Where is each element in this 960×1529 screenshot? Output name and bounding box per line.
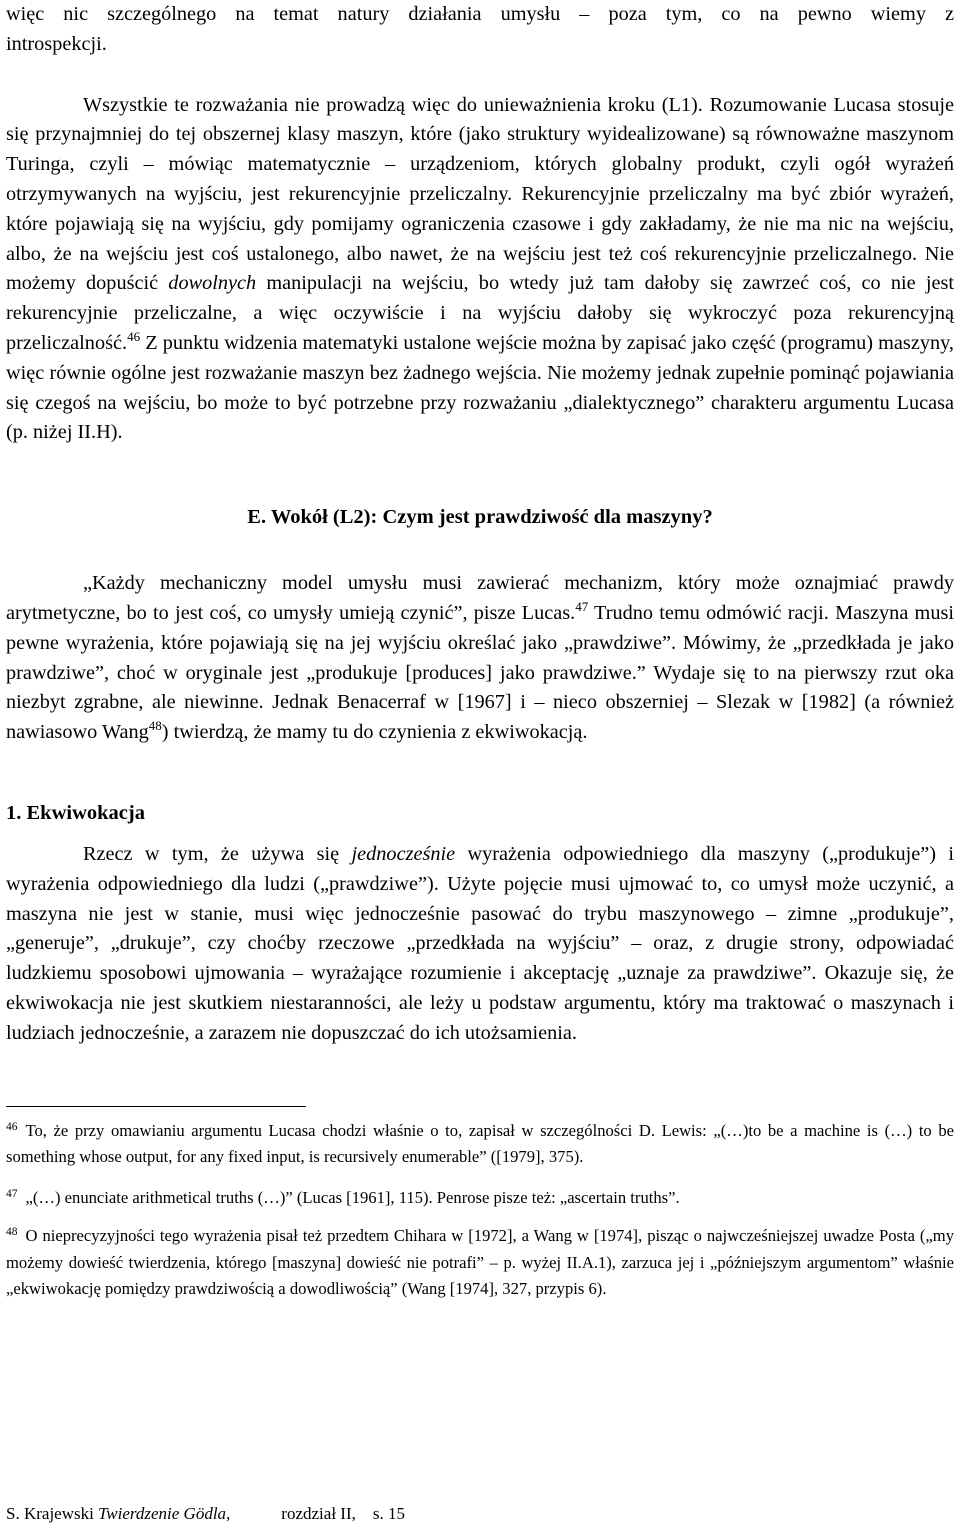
footnote-ref-48[interactable]: 48: [148, 718, 162, 734]
footnote-divider: [6, 1106, 306, 1107]
text: Wszystkie te rozważania nie prowadzą więc do unieważnienia kroku (L1). Rozumowanie Lucasa stosuje się przynajmniej do tej obszernej klasy maszyn, które (jako struktury wyidealizowane) są równoważne maszynom Turinga, czyli – mówiąc matematycznie – urządzeniom, których globalny produkt, czyli ogół wyrażeń otrzymywanych na wyjściu, jest rekurencyjnie przeliczalny. Rekurencyjnie przeliczalny ma być zbiór wyrażeń, które pojawiają się na wyjściu, gdy pomijamy ograniczenia czasowe i gdy zakładamy, że nie ma nic na wejściu, albo, że na wejściu jest coś ustalonego, albo nawet, że na wejściu jest też coś rekurencyjnie przeliczalnego. Nie możemy dopuścić: [6, 93, 954, 295]
section-heading: E. Wokół (L2): Czym jest prawdziwość dla maszyny?: [247, 506, 713, 529]
paragraph-continued: [6, 0, 954, 60]
paragraph-l1: [6, 91, 954, 449]
subsection-heading: 1. Ekwiwokacja: [6, 801, 145, 824]
text: wyrażenia odpowiedniego dla maszyny („produkuje”) i wyrażenia odpowiedniego dla ludzi („prawdziwe”). Użyte pojęcie musi ujmować to, co umysł może uczynić, a maszyna nie jest w stanie, musi więc jednocześnie pasować do trybu maszynowego – zimne „produkuje”, „generuje”, „drukuje”, czy choćby rzeczowe „przedkłada na wyjściu” – oraz, z drugie strony, odpowiadać ludzkiemu sposobowi ujmowania – wyrażające rozumienie i akceptację „uznaje za prawdziwe”. Okazuje się, że ekwiwokacja nie jest skutkiem niestaranności, ale leży u podstaw argumentu, który ma traktować o maszynach i ludziach jednocześnie, a zarazem nie dopuszczać do ich utożsamienia.: [6, 842, 954, 1044]
emphasis-text: dowolnych: [168, 272, 257, 295]
footnote-ref-46[interactable]: 46: [127, 328, 141, 344]
footnotes: [6, 1118, 954, 1303]
text: ) twierdzą, że mamy tu do czynienia z ekwiwokacją.: [161, 721, 588, 744]
footnote-47: [6, 1185, 954, 1212]
paragraph-equivocation: [6, 840, 954, 1049]
footer-chapter: rozdział II,: [281, 1504, 356, 1523]
text: Rzecz w tym, że używa się: [83, 842, 352, 865]
footnote-48: [6, 1223, 954, 1303]
footnote-number: 46: [6, 1120, 18, 1133]
footnote-46: [6, 1118, 954, 1171]
text: manipulacji na wejściu, bo wtedy już tam dałoby się zawrzeć coś, co nie jest rekurencyjnie przeliczalne, a więc oczywiście i na wyjściu dałoby się wykroczyć poza rekurencyjną przeliczalność.: [6, 272, 954, 354]
footer-gap: [230, 1504, 281, 1523]
footnote-text: O nieprecyzyjności tego wyrażenia pisał też przedtem Chihara w [1972], a Wang w [1974], pisząc o najwcześniejszej uwadze Posta („my możemy dowieść twierdzenia, którego [maszyna] dowieść nie potrafi” – p. wyżej II.A.1), zarzuca jej i „późniejszym argumentom” właśnie „ekwiwokację pomiędzy prawdziwością a dowodliwością” (Wang [1974], 327, przypis 6).: [6, 1226, 954, 1299]
footnote-text: „(…) enunciate arithmetical truths (…)” (Lucas [1961], 115). Penrose pisze też: „ascertain truths”.: [25, 1187, 680, 1207]
footer-gap: [356, 1504, 373, 1523]
footer-book-title: Twierdzenie Gödla,: [98, 1504, 231, 1523]
footnote-number: 47: [6, 1187, 18, 1200]
footer-author: S. Krajewski: [6, 1504, 99, 1523]
text: „Każdy mechaniczny model umysłu musi zawierać mechanizm, który może oznajmiać prawdy arytmetyczne, bo to jest coś, co umysły umieją czynić”, pisze Lucas.: [6, 572, 954, 624]
emphasis-text: jednocześnie: [351, 842, 456, 865]
footnote-number: 48: [6, 1226, 18, 1239]
footnote-text: To, że przy omawianiu argumentu Lucasa chodzi właśnie o to, zapisał w szczególności D. Lewis: „(…)to be a machine is (…) to be something whose output, for any fixed input, is recursively enumerable” ([1979], 375).: [6, 1120, 954, 1167]
line: więc nic szczególnego na temat natury działania umysłu – poza tym, co na pewno wiemy z: [6, 3, 954, 25]
paragraph-l2: [6, 569, 954, 748]
page-footer: [6, 1502, 405, 1526]
footer-page-number: s. 15: [372, 1504, 405, 1523]
line: introspekcji.: [6, 32, 107, 55]
footnote-ref-47[interactable]: 47: [575, 598, 589, 614]
text: Z punktu widzenia matematyki ustalone wejście można by zapisać jako część (programu) maszyny, więc równie ogólne jest rozważanie maszyn bez żadnego wejścia. Nie możemy jednak zupełnie pominąć pojawiania się czegoś na wejściu, bo może to być potrzebne przy rozważaniu „dialektycznego” charakteru argumentu Lucasa (p. niżej II.H).: [6, 331, 954, 444]
text: Trudno temu odmówić racji. Maszyna musi pewne wyrażenia, które pojawiają się na jej wyjściu określać jako „prawdziwe”. Mówimy, że „przedkłada je jako prawdziwe”, choć w oryginale jest „produkuje [produces] jako prawdziwe.” Wydaje się to na pierwszy rzut oka niezbyt zgrabne, ale niewinne. Jednak Benacerraf w [1967] i – nieco obszerniej – Slezak w [1982] (a również nawiasowo Wang: [6, 601, 954, 744]
